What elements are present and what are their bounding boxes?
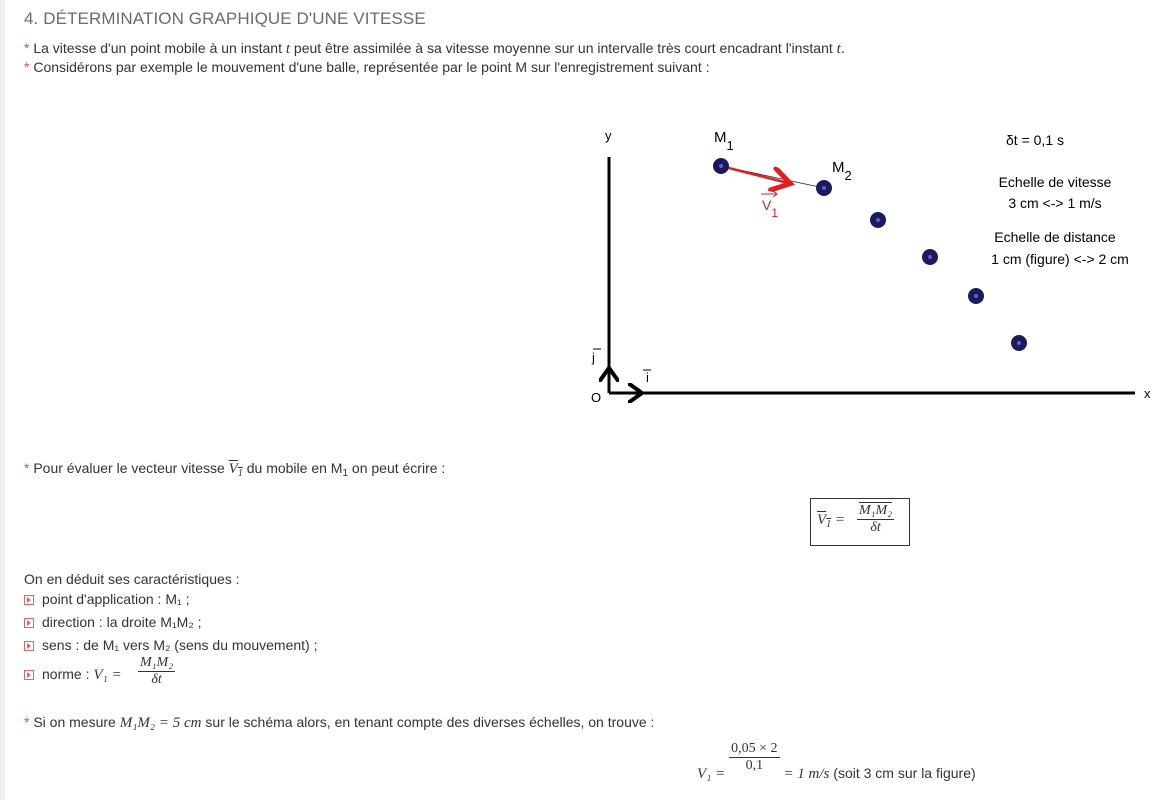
- evaluate-line: * Pour évaluer le vecteur vitesse $V_1$ du mobile en $M_1$ on peut écrire :: [24, 460, 446, 479]
- bullet-star: *: [24, 59, 34, 75]
- label-m2: M2: [832, 159, 852, 183]
- distance-scale-title: Echelle de distance: [994, 229, 1116, 245]
- bullet-arrow-icon: [24, 670, 34, 680]
- velocity-vector-v1: [721, 166, 788, 183]
- bullet-star: *: [24, 40, 34, 56]
- characteristic-item: point d'application : M₁ ;: [24, 591, 189, 607]
- characteristic-item: sens : de M₁ vers M₂ (sens du mouvement) ;: [24, 637, 317, 653]
- bullet-arrow-icon: [24, 618, 34, 628]
- bullet-arrow-icon: [24, 641, 34, 651]
- bullet-star: *: [24, 460, 34, 476]
- result-formula: V₁ = $\frac{0,05 \times 2}{0,1}$ = 1 m/s (soit 3 cm sur la figure): [697, 741, 976, 783]
- origin-label: O: [591, 390, 602, 405]
- axis-y-label: y: [605, 128, 612, 143]
- label-v1: V1: [762, 197, 779, 220]
- formula-lhs: $V_1$ =: [817, 512, 846, 530]
- characteristics-heading: On en déduit ses caractéristiques :: [24, 571, 240, 587]
- delta-t-label: δt = 0,1 s: [1006, 132, 1064, 148]
- label-m1: M1: [714, 129, 734, 153]
- bullet-arrow-icon: [24, 595, 34, 605]
- speed-scale-value: 3 cm <-> 1 m/s: [1008, 195, 1102, 211]
- intro-line-2: * Considérons par exemple le mouvement d'une balle, représentée par le point M sur l'enregistrement suivant :: [24, 59, 710, 75]
- distance-scale-value: 1 cm (figure) <-> 2 cm: [991, 251, 1129, 267]
- section-title: 4. DÉTERMINATION GRAPHIQUE D'UNE VITESSE: [24, 9, 426, 28]
- norm-fraction: $\frac{\text{M₁M₂}}{\delta t}$: [140, 655, 174, 687]
- characteristic-item: direction : la droite M₁M₂ ;: [24, 614, 202, 630]
- left-border: [0, 0, 5, 800]
- bullet-star: *: [24, 714, 34, 730]
- intro-line-1: * La vitesse d'un point mobile à un instant t peut être assimilée à sa vitesse moyenne sur un intervalle très court encadrant l'instant t.: [24, 40, 845, 57]
- motion-recording-figure: [580, 120, 1155, 420]
- result-fraction: $\frac{0,05 \times 2}{0,1}$: [731, 741, 778, 773]
- measure-line: * Si on mesure M₁M₂ = 5 cm sur le schéma alors, en tenant compte des diverses échelles, on trouve :: [24, 714, 655, 731]
- characteristic-norm: norme : V₁ =: [24, 666, 122, 684]
- unit-i-label: i: [646, 370, 649, 385]
- vector-v1-inline: $V_1$: [228, 461, 243, 479]
- unit-j-label: j: [592, 350, 595, 365]
- velocity-formula-box: [810, 498, 910, 546]
- axis-x-label: x: [1144, 386, 1151, 401]
- speed-scale-title: Echelle de vitesse: [998, 174, 1112, 190]
- formula-fraction: $\frac{\text{M₁M₂}}{\delta t}$: [859, 503, 893, 535]
